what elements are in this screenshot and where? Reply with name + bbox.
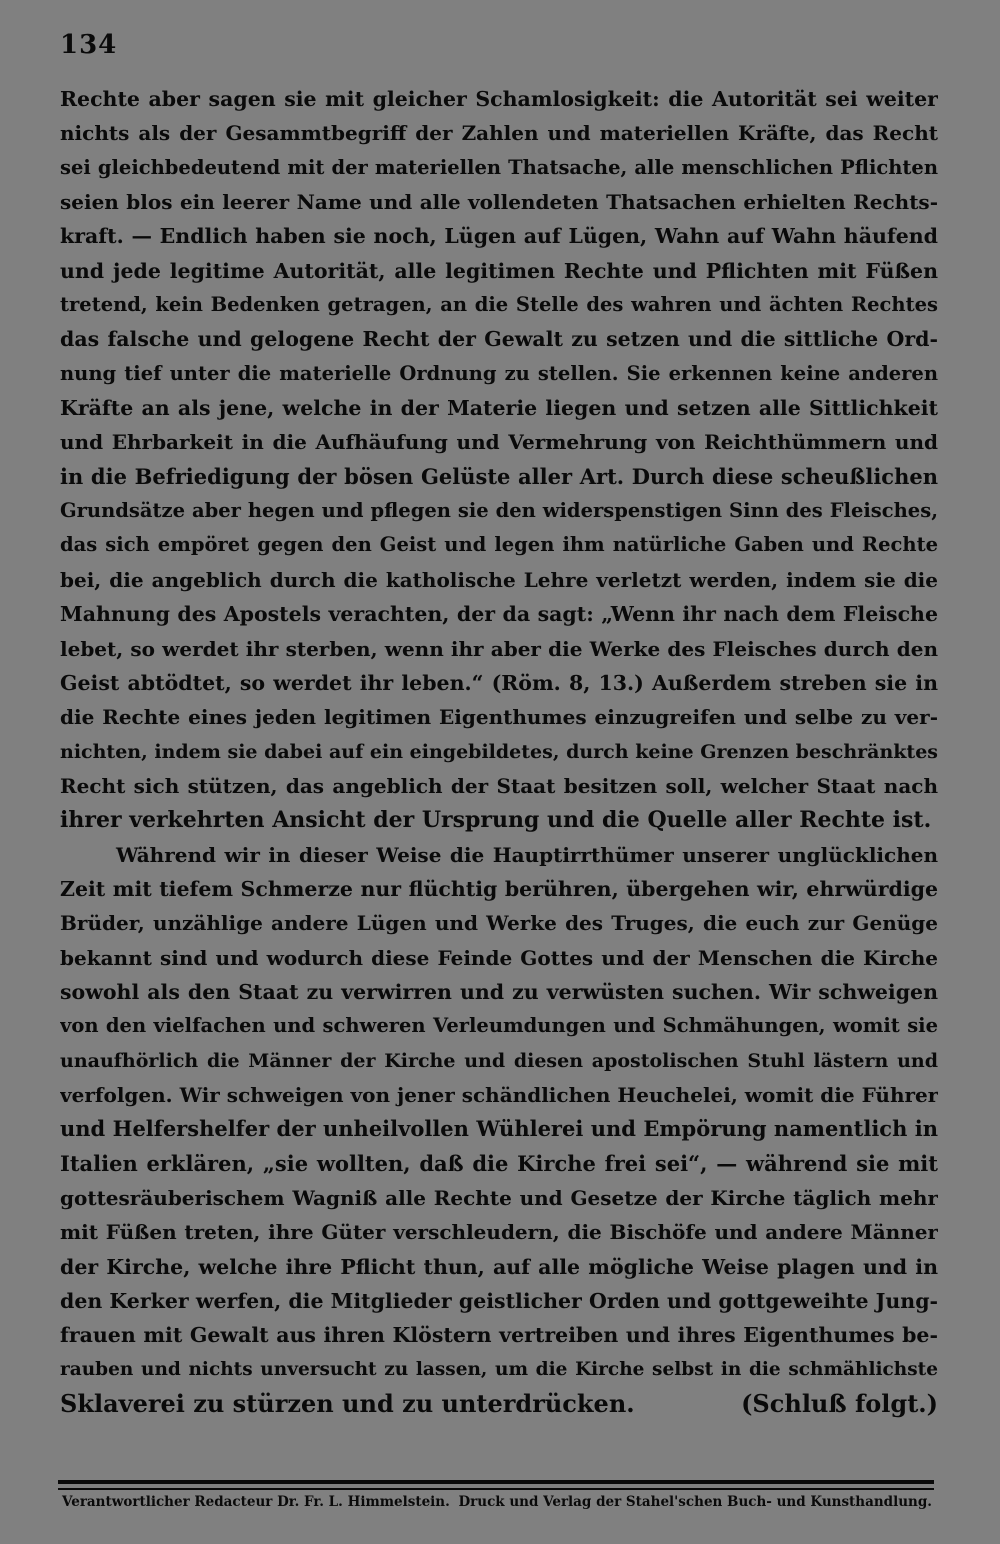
text-line: Geist abtödtet, so werdet ihr leben.“ (Röm. 8, 13.) Außerdem streben sie in (60, 670, 938, 695)
text-line: verfolgen. Wir schweigen von jener schändlichen Heuchelei, womit die Führer (60, 1082, 938, 1107)
text-line: der Kirche, welche ihre Pflicht thun, auf alle mögliche Weise plagen und in (60, 1254, 938, 1279)
text-line: mit Füßen treten, ihre Güter verschleudern, die Bischöfe und andere Männer (60, 1220, 938, 1245)
text-line: bei, die angeblich durch die katholische Lehre verletzt werden, indem sie die (60, 567, 938, 592)
body-text (60, 82, 938, 1421)
text-line: bekannt sind und wodurch diese Feinde Gottes und der Menschen die Kirche (60, 945, 938, 970)
text-line: rauben und nichts unversucht zu lassen, um die Kirche selbst in die schmählichste (60, 1358, 938, 1380)
text-line: den Kerker werfen, die Mitglieder geistlicher Orden und gottgeweihte Jung- (60, 1289, 938, 1314)
text-line: Während wir in dieser Weise die Hauptirrthümer unserer unglücklichen (116, 842, 938, 867)
text-line: kraft. — Endlich haben sie noch, Lügen auf Lügen, Wahn auf Wahn häufend (60, 224, 938, 249)
continued-note: (Schluß folgt.) (741, 1389, 938, 1419)
text-line: nichts als der Gesammtbegriff der Zahlen und materiellen Kräfte, das Recht (60, 121, 938, 146)
text-line: und jede legitime Autorität, alle legitimen Rechte und Pflichten mit Füßen (60, 258, 938, 283)
imprint-editor: Verantwortlicher Redacteur Dr. Fr. L. Himmelstein. (62, 1494, 450, 1510)
text-line: unaufhörlich die Männer der Kirche und diesen apostolischen Stuhl lästern und (60, 1049, 938, 1072)
text-line: und Ehrbarkeit in die Aufhäufung und Vermehrung von Reichthümmern und (60, 430, 938, 455)
text-line: seien blos ein leerer Name und alle vollendeten Thatsachen erhielten Rechts- (60, 190, 938, 215)
text-line: Kräfte an als jene, welche in der Materie liegen und setzen alle Sittlichkeit (60, 396, 938, 421)
text-line: Rechte aber sagen sie mit gleicher Schamlosigkeit: die Autorität sei weiter (60, 87, 938, 111)
text-line: Zeit mit tiefem Schmerze nur flüchtig berühren, übergehen wir, ehrwürdige (60, 876, 938, 901)
text-line: Recht sich stützen, das angeblich der Staat besitzen soll, welcher Staat nach (60, 773, 938, 798)
text-line: das falsche und gelogene Recht der Gewalt zu setzen und die sittliche Ord- (60, 327, 938, 352)
footer-rule-thin (58, 1488, 934, 1490)
text-line: lebet, so werdet ihr sterben, wenn ihr aber die Werke des Fleisches durch den (60, 636, 938, 661)
text-line: ihrer verkehrten Ansicht der Ursprung und die Quelle aller Rechte ist. (60, 807, 932, 834)
text-line: sei gleichbedeutend mit der materiellen Thatsache, alle menschlichen Pflichten (60, 155, 938, 179)
text-line: gottesräuberischem Wagniß alle Rechte und Gesetze der Kirche täglich mehr (60, 1186, 938, 1210)
imprint-publisher: Druck und Verlag der Stahel'schen Buch- und Kunsthandlung. (458, 1494, 932, 1510)
text-line: Mahnung des Apostels verachten, der da sagt: „Wenn ihr nach dem Fleische (60, 602, 938, 627)
page-number: 134 (60, 30, 118, 60)
text-line: frauen mit Gewalt aus ihren Klöstern vertreiben und ihres Eigenthumes be- (60, 1323, 938, 1348)
text-line: sowohl als den Staat zu verwirren und zu verwüsten suchen. Wir schweigen (60, 979, 938, 1004)
footer-rule-thick (58, 1480, 934, 1484)
final-line-text: Sklaverei zu stürzen und zu unterdrücken. (60, 1389, 635, 1419)
text-line: von den vielfachen und schweren Verleumdungen und Schmähungen, womit sie (60, 1014, 938, 1038)
text-line: Brüder, unzählige andere Lügen und Werke des Truges, die euch zur Genüge (60, 911, 938, 936)
text-line-final (60, 1387, 938, 1421)
text-line: nung tief unter die materielle Ordnung zu stellen. Sie erkennen keine anderen (60, 361, 938, 385)
text-line: und Helfershelfer der unheilvollen Wühlerei und Empörung namentlich in (60, 1116, 938, 1142)
imprint (62, 1494, 932, 1510)
text-line: Italien erklären, „sie wollten, daß die Kirche frei sei“, — während sie mit (60, 1150, 938, 1176)
text-line: in die Befriedigung der bösen Gelüste aller Art. Durch diese scheußlichen (60, 463, 938, 489)
text-line: das sich empöret gegen den Geist und legen ihm natürliche Gaben und Rechte (60, 533, 938, 557)
text-line: nichten, indem sie dabei auf ein eingebildetes, durch keine Grenzen beschränktes (60, 740, 938, 763)
text-line: tretend, kein Bedenken getragen, an die Stelle des wahren und ächten Rechtes (60, 293, 938, 317)
text-line: die Rechte eines jeden legitimen Eigenthumes einzugreifen und selbe zu ver- (60, 705, 938, 730)
text-line: Grundsätze aber hegen und pflegen sie den widerspenstigen Sinn des Fleisches, (60, 499, 938, 523)
